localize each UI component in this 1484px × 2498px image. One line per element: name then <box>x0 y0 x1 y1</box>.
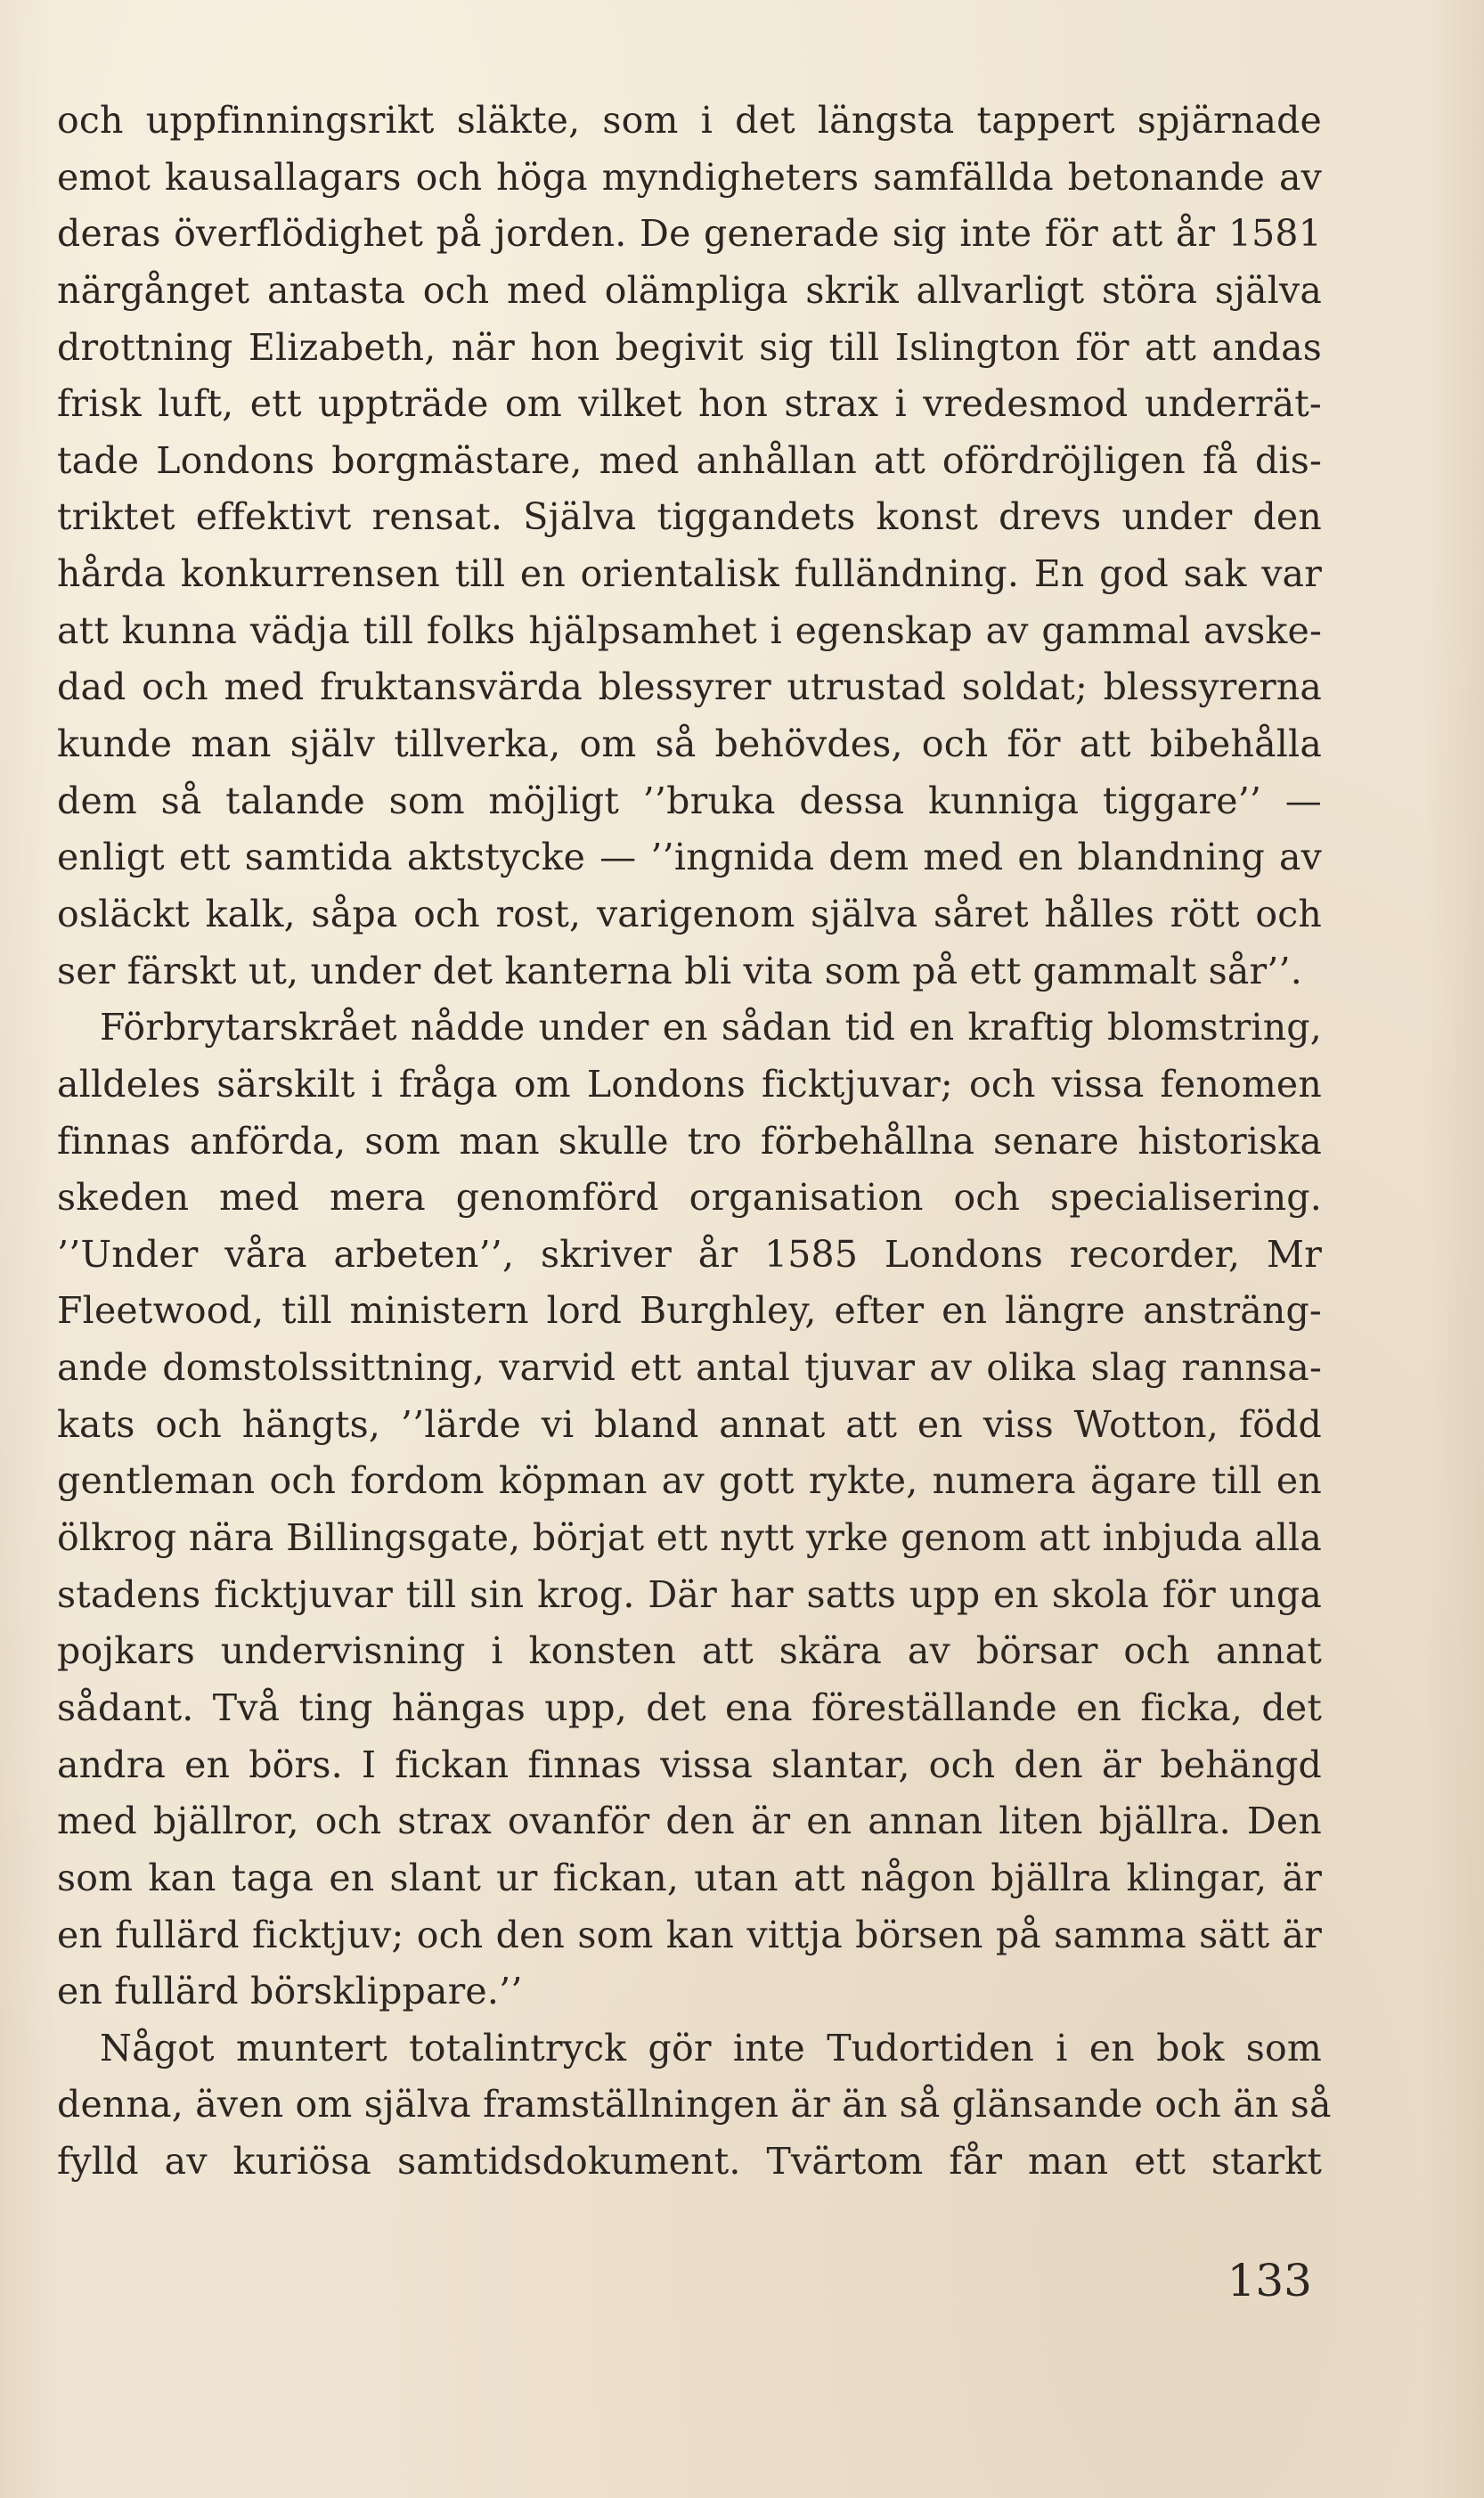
text-line: skeden med mera genomförd organisation och specialisering. <box>57 1176 1322 1220</box>
text-line: hårda konkurrensen till en orientalisk fulländning. En god sak var <box>57 552 1322 596</box>
text-line: drottning Elizabeth, när hon begivit sig till Islington för att andas <box>57 325 1322 369</box>
text-line: med bjällror, och strax ovanför den är en annan liten bjällra. Den <box>57 1800 1322 1843</box>
text-line: sådant. Två ting hängas upp, det ena föreställande en ficka, det <box>57 1686 1322 1729</box>
text-line: finnas anförda, som man skulle tro förbehållna senare historiska <box>57 1119 1322 1163</box>
text-line: Fleetwood, till ministern lord Burghley, efter en längre ansträng- <box>57 1289 1322 1333</box>
text-line: närgånget antasta och med olämpliga skrik allvarligt störa själva <box>57 268 1322 312</box>
text-line: Förbrytarskrået nådde under en sådan tid en kraftig blomstring, <box>100 1006 1322 1049</box>
text-line: ser färskt ut, under det kanterna bli vita som på ett gammalt sår’’. <box>57 949 1303 992</box>
text-line: dem så talande som möjligt ’’bruka dessa kunniga tiggare’’ — <box>57 779 1322 822</box>
text-line: andra en börs. I fickan finnas vissa slantar, och den är behängd <box>57 1743 1322 1786</box>
text-line: en fullärd ficktjuv; och den som kan vittja börsen på samma sätt är <box>57 1913 1322 1956</box>
paragraph <box>57 1000 1322 2020</box>
text-line: frisk luft, ett uppträde om vilket hon strax i vredesmod underrät- <box>57 382 1322 426</box>
text-line: triktet effektivt rensat. Själva tiggandets konst drevs under den <box>57 495 1322 539</box>
text-line: fylld av kuriösa samtidsdokument. Tvärtom får man ett starkt <box>57 2140 1322 2184</box>
text-line: kunde man själv tillverka, om så behövdes, och för att bibehålla <box>57 722 1322 766</box>
text-line: att kunna vädja till folks hjälpsamhet i egenskap av gammal avske- <box>57 608 1322 652</box>
text-line: stadens ficktjuvar till sin krog. Där har satts upp en skola för unga <box>57 1572 1322 1616</box>
text-line: som kan taga en slant ur fickan, utan att någon bjällra klingar, är <box>57 1856 1322 1899</box>
text-line: kats och hängts, ’’lärde vi bland annat att en viss Wotton, född <box>57 1402 1322 1446</box>
text-line: och uppfinningsrikt släkte, som i det längsta tappert spjärnade <box>57 99 1322 142</box>
text-line: alldeles särskilt i fråga om Londons ficktjuvar; och vissa fenomen <box>57 1062 1322 1106</box>
text-line: deras överflödighet på jorden. De generade sig inte för att år 1581 <box>57 212 1322 256</box>
text-line: ölkrog nära Billingsgate, börjat ett nytt yrke genom att inbjuda alla <box>57 1516 1322 1560</box>
text-line: dad och med fruktansvärda blessyrer utrustad soldat; blessyrerna <box>57 665 1322 709</box>
paragraph <box>57 93 1322 1000</box>
text-line: ande domstolssittning, varvid ett antal tjuvar av olika slag rannsa- <box>57 1346 1322 1390</box>
text-line: enligt ett samtida aktstycke — ’’ingnida dem med en blandning av <box>57 836 1322 879</box>
text-line: gentleman och fordom köpman av gott rykte, numera ägare till en <box>57 1459 1322 1503</box>
page-body <box>57 93 1332 2191</box>
text-line: emot kausallagars och höga myndigheters samfällda betonande av <box>57 155 1322 199</box>
text-line: osläckt kalk, såpa och rost, varigenom själva såret hålles rött och <box>57 892 1322 935</box>
paragraph <box>57 2020 1332 2191</box>
text-line: Något muntert totalintryck gör inte Tudortiden i en bok som <box>100 2026 1322 2069</box>
text-line: ’’Under våra arbeten’’, skriver år 1585 Londons recorder, Mr <box>57 1232 1322 1276</box>
page-number: 133 <box>1227 2255 1312 2306</box>
text-line: tade Londons borgmästare, med anhållan att ofördröjligen få dis- <box>57 438 1322 482</box>
text-line: en fullärd börsklippare.’’ <box>57 1970 523 2013</box>
text-line: denna, även om själva framställningen är än så glänsande och än så <box>57 2083 1332 2127</box>
text-line: pojkars undervisning i konsten att skära av börsar och annat <box>57 1629 1322 1673</box>
